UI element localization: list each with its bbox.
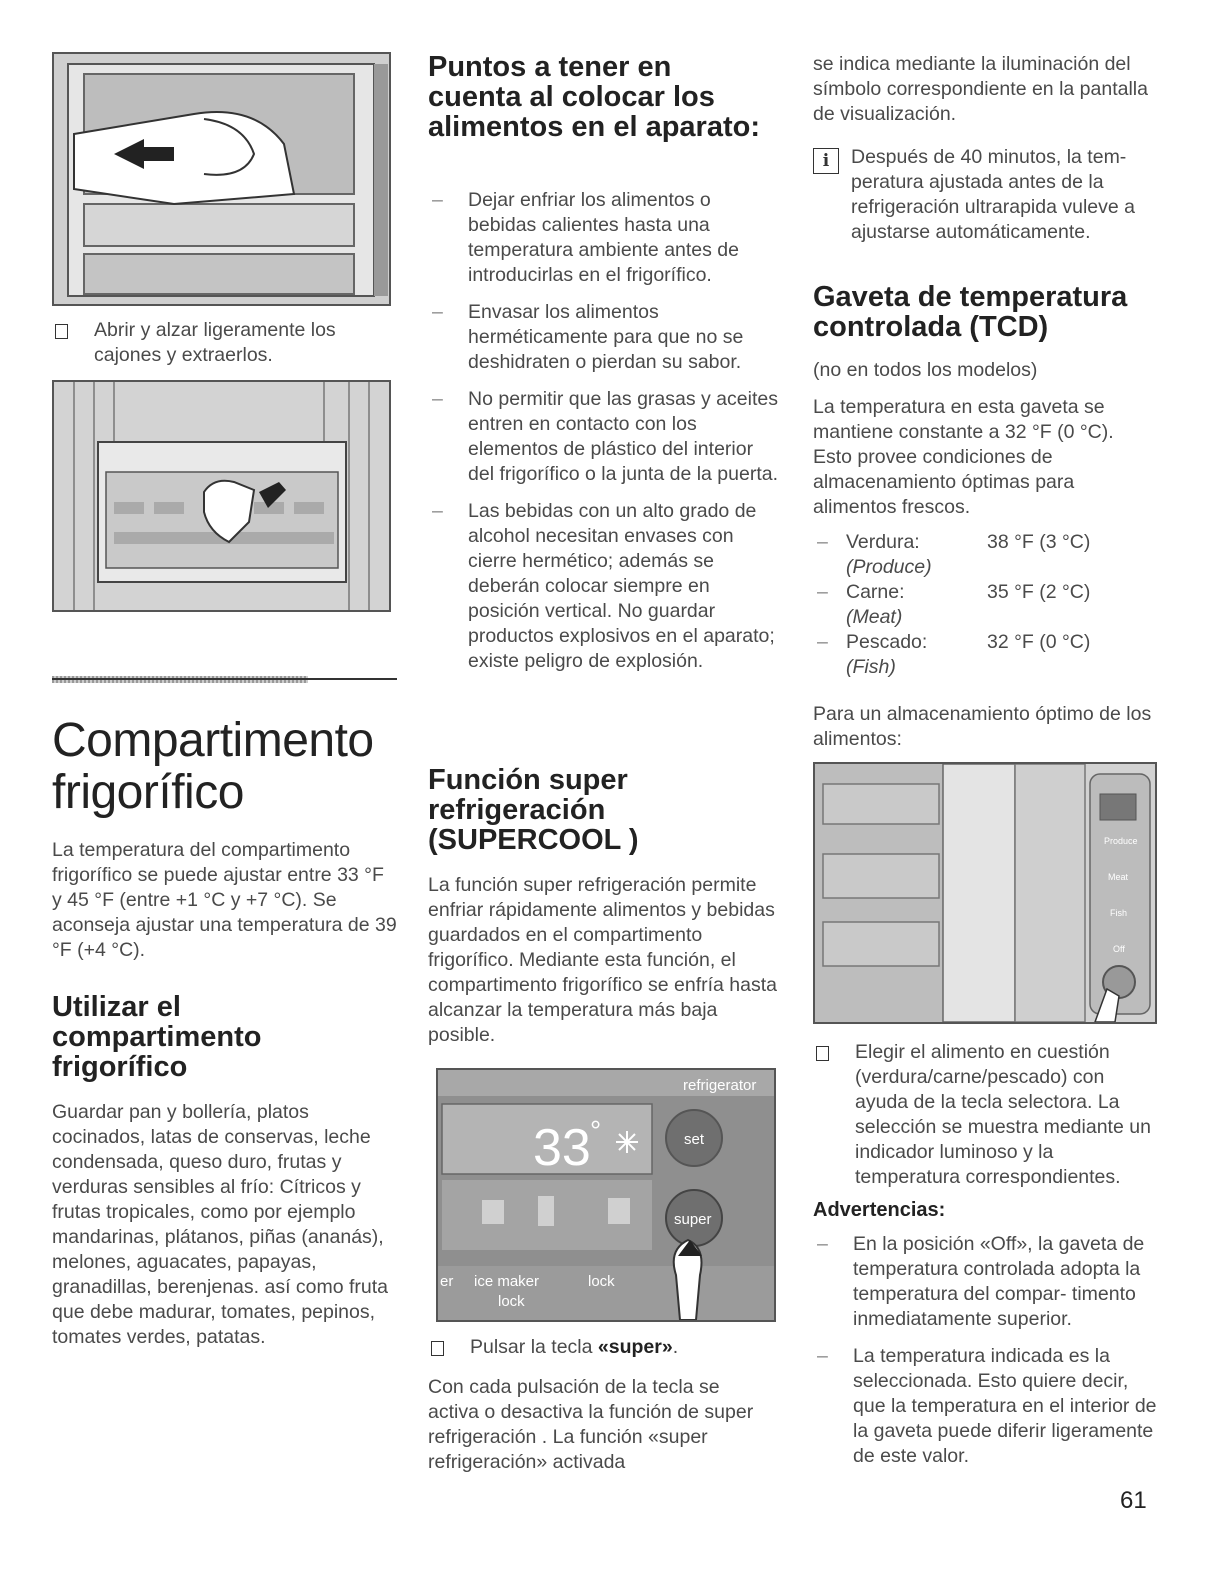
control-panel-figure	[436, 1068, 776, 1322]
open-drawers-text: Abrir y alzar ligeramente los cajones y extraerlos.	[94, 319, 336, 366]
list-item: – Envasar los alimentos herméticamente para que no se deshidraten o pierdan su sabor.	[432, 301, 744, 373]
press-super-text: Pulsar la tecla «super».	[470, 1336, 679, 1358]
set-label: set	[684, 1131, 705, 1148]
lock-label: lock	[588, 1273, 615, 1290]
tcd-figure	[813, 762, 1157, 1024]
info-icon: i	[813, 148, 839, 174]
supercool-heading: Función super refrigeración (SUPERCOOL )	[428, 764, 639, 856]
list-item: – No permitir que las grasas y aceites entren en contacto con los elementos de plástico del interior del frigorífico o la junta de la puerta.	[432, 388, 779, 485]
food-name-en: (Meat)	[846, 606, 903, 628]
continued-text: se indica mediante la iluminación del símbolo correspondiente en la pantalla de visualización.	[813, 53, 1148, 125]
list-item: – Las bebidas con un alto grado de alcohol necesitan envases con cierre hermético; además se deberán colocar siempre en posición vertical. No guardar productos explosivos en el aparato; existe peligro de explosión.	[432, 500, 775, 672]
list-item: – La temperatura indicada es la seleccionada. Esto quiere decir, que la temperatura en el interior de la gaveta puede diferir ligeramente de este valor.	[817, 1345, 1157, 1467]
ice-lock-label: lock	[498, 1293, 525, 1310]
table-row: – Pescado: 32 °F (0 °C) (Fish)	[817, 631, 1091, 678]
food-name: Verdura:	[846, 531, 920, 553]
warnings-heading: Advertencias:	[813, 1199, 946, 1221]
checkbox-icon	[55, 324, 68, 339]
press-super-step	[431, 1335, 776, 1360]
food-temp: 38 °F (3 °C)	[987, 531, 1091, 553]
info-note-text: Después de 40 minutos, la tem- peratura ajustada antes de la refrigeración ultrarapida vuleve a ajustarse automáticamente.	[851, 146, 1135, 243]
food-temp: 35 °F (2 °C)	[987, 581, 1091, 603]
panel-er-label: er	[440, 1273, 454, 1290]
table-row: – Verdura: 38 °F (3 °C) (Produce)	[817, 531, 1091, 578]
food-name-en: (Fish)	[846, 656, 896, 678]
super-after-text: Con cada pulsación de la tecla se activa o desactiva la función de super refrigeración . La función «super refrigeración» activada	[428, 1376, 754, 1473]
table-row: – Carne: 35 °F (2 °C) (Meat)	[817, 581, 1091, 628]
produce-label: Produce	[1104, 836, 1138, 846]
food-name-en: (Produce)	[846, 556, 932, 578]
meat-label: Meat	[1108, 872, 1129, 882]
choose-food-step	[816, 1040, 1160, 1190]
degree-sign: °	[590, 1115, 602, 1146]
ice-maker-label: ice maker	[474, 1273, 540, 1290]
crisper-figure	[52, 380, 391, 612]
super-key-label: «super»	[597, 1336, 673, 1358]
tcd-text: La temperatura en esta gaveta se mantiene constante a 32 °F (0 °C). Esto provee condiciones de almacenamiento óptimas para alimentos frescos.	[813, 396, 1114, 518]
page-title: Compartimento frigorífico	[52, 714, 374, 819]
control-panel-illustration	[438, 1070, 774, 1320]
checkbox-icon	[431, 1341, 444, 1356]
placing-heading: Puntos a tener en cuenta al colocar los alimentos en el aparato:	[428, 51, 760, 143]
use-heading: Utilizar el compartimento frigorífico	[52, 991, 262, 1083]
fish-label: Fish	[1110, 908, 1128, 918]
drawer-figure	[52, 52, 391, 306]
tcd-illustration	[815, 764, 1155, 1022]
list-item: – Dejar enfriar los alimentos o bebidas calientes hasta una temperatura ambiente antes de introducirlas en el frigorífico.	[432, 189, 740, 286]
temperature-table	[813, 530, 1158, 680]
off-label: Off	[1113, 944, 1125, 954]
temp-display: 33	[533, 1119, 591, 1177]
food-name: Pescado:	[846, 631, 928, 653]
fridge-intro: La temperatura del compartimento frigorífico se puede ajustar entre 33 °F y 45 °F (entre +1 °C y +7 °C). Se aconseja ajustar una temperatura de 39 °F (+4 °C).	[52, 839, 397, 961]
use-text: Guardar pan y bollería, platos cocinados, latas de conservas, leche condensada, queso duro, frutas y verduras sensibles al frío: Cítricos y frutas tropicales, como por ejemplo mandarinas, plátanos, piñas (ananás), melones, aguacates, papayas, granadillas, berenjenas. así como fruta que debe madurar, tomates, pepinos, tomates verdes, patatas.	[52, 1101, 389, 1348]
placing-list	[428, 188, 780, 686]
drawer-illustration	[54, 54, 389, 304]
super-label: super	[674, 1211, 712, 1228]
checkbox-icon	[816, 1046, 829, 1061]
section-rule	[52, 678, 397, 680]
page-number: 61	[1120, 1487, 1147, 1514]
info-note	[813, 145, 1158, 245]
panel-brand-label: refrigerator	[683, 1077, 757, 1094]
crisper-illustration	[54, 382, 389, 610]
optimal-storage-text: Para un almacenamiento óptimo de los alimentos:	[813, 703, 1152, 750]
choose-food-text: Elegir el alimento en cuestión (verdura/carne/pescado) con ayuda de la tecla selectora. La selección se muestra mediante un indicador luminoso y la temperatura correspondientes.	[855, 1041, 1151, 1188]
open-drawers-step	[55, 318, 355, 368]
snowflake-icon	[616, 1131, 638, 1153]
food-temp: 32 °F (0 °C)	[987, 631, 1091, 653]
warnings-list	[813, 1232, 1158, 1481]
food-name: Carne:	[846, 581, 905, 603]
list-item: – En la posición «Off», la gaveta de temperatura controlada adopta la temperatura del compar- timento inmediatamente superior.	[817, 1233, 1145, 1330]
tcd-heading: Gaveta de temperatura controlada (TCD)	[813, 281, 1128, 343]
supercool-text: La función super refrigeración permite enfriar rápidamente alimentos y bebidas guardados en el compartimento frigorífico. Mediante esta función, el compartimento frigorífico se enfría hasta alcanzar la temperatura más baja posible.	[428, 874, 777, 1046]
tcd-subtitle: (no en todos los modelos)	[813, 359, 1038, 381]
